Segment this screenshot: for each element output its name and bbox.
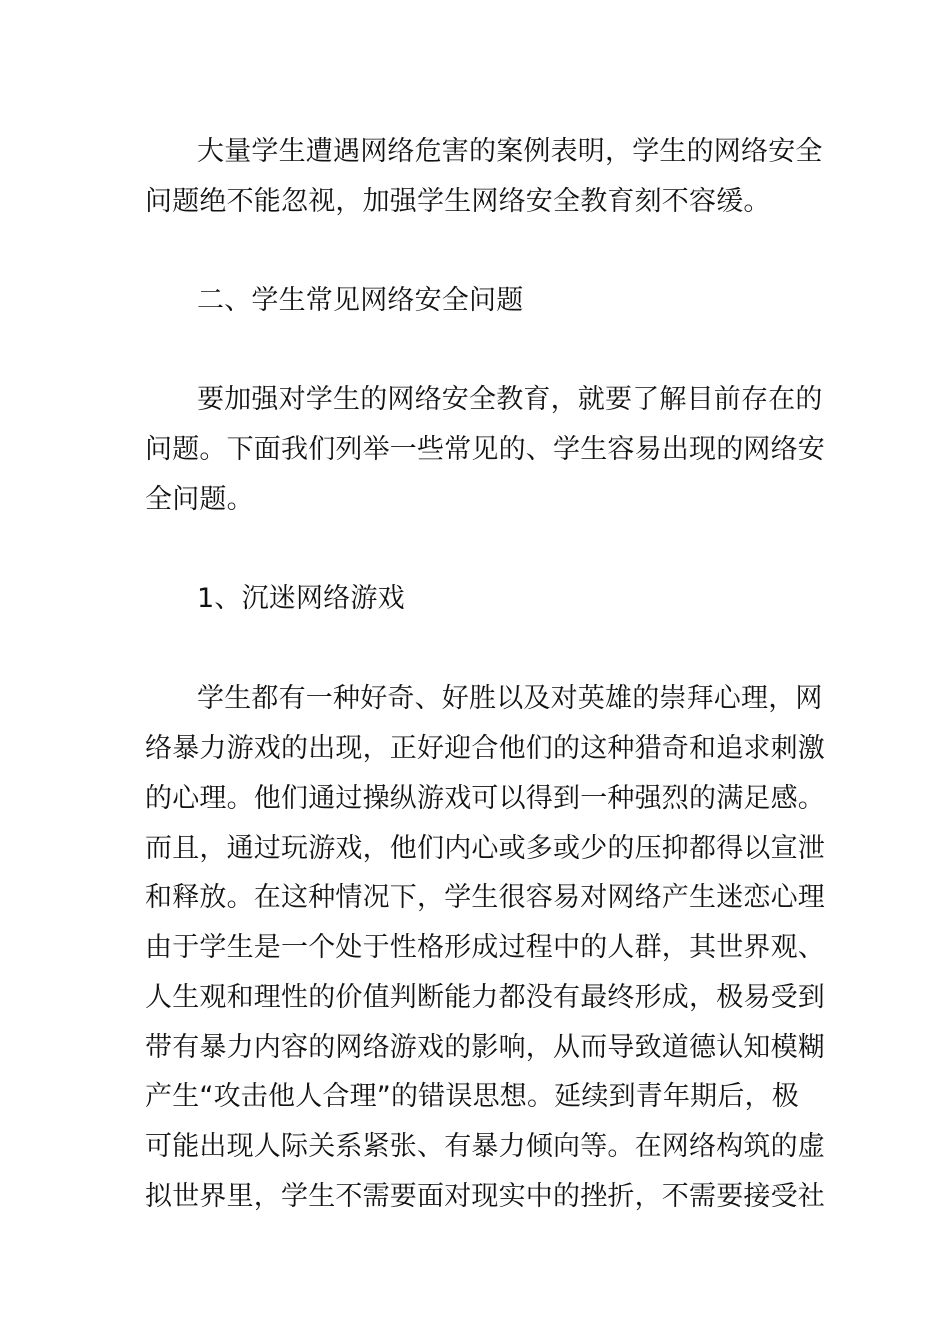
paragraph-line: 人生观和理性的价值判断能力都没有最终形成，极易受到 [145,982,825,1013]
paragraph-line: 拟世界里，学生不需要面对现实中的挫折，不需要接受社 [145,1181,825,1212]
paragraph-line: 由于学生是一个处于性格形成过程中的人群，其世界观、 [145,932,825,963]
paragraph-line: 问题绝不能忽视，加强学生网络安全教育刻不容缓。 [145,186,771,217]
paragraph-line: 产生“攻击他人合理”的错误思想。延续到青年期后，极 [145,1081,799,1112]
paragraph-line: 大量学生遭遇网络危害的案例表明，学生的网络安全 [197,136,823,167]
paragraph-line: 而且，通过玩游戏，他们内心或多或少的压抑都得以宣泄 [145,833,825,864]
paragraph-line: 和释放。在这种情况下，学生很容易对网络产生迷恋心理 [145,882,825,913]
paragraph-line: 全问题。 [145,484,254,515]
paragraph-line: 问题。下面我们列举一些常见的、学生容易出现的网络安 [145,434,825,465]
section-heading: 二、学生常见网络安全问题 [197,285,524,316]
paragraph-line: 要加强对学生的网络安全教育，就要了解目前存在的 [197,384,823,415]
subsection-heading: 1、沉迷网络游戏 [197,583,405,614]
paragraph-line: 的心理。他们通过操纵游戏可以得到一种强烈的满足感。 [145,783,825,814]
paragraph-line: 可能出现人际关系紧张、有暴力倾向等。在网络构筑的虚 [145,1131,825,1162]
paragraph-line: 学生都有一种好奇、好胜以及对英雄的崇拜心理，网 [197,683,823,714]
paragraph-line: 带有暴力内容的网络游戏的影响，从而导致道德认知模糊 [145,1032,825,1063]
paragraph-line: 络暴力游戏的出现，正好迎合他们的这种猎奇和追求刺激 [145,733,825,764]
